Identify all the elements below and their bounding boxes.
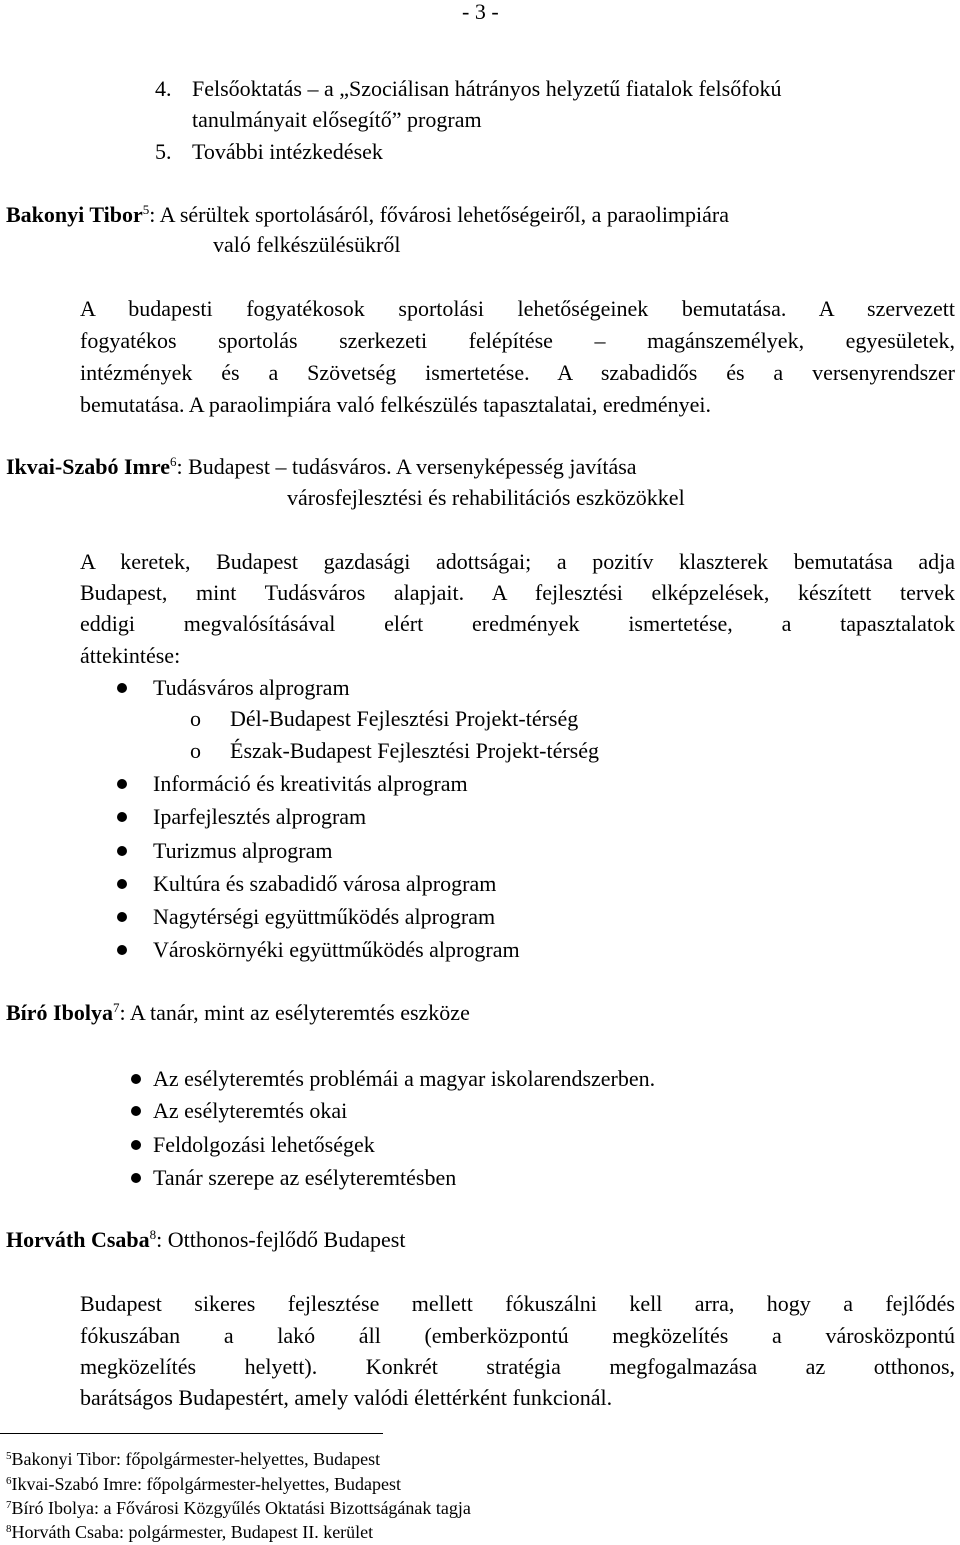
bullet-icon xyxy=(117,779,127,789)
section-heading-biro xyxy=(6,997,470,1028)
list-item-4-number: 4. xyxy=(155,76,172,101)
bullet-icon xyxy=(131,1074,141,1084)
list-item: Feldolgozási lehetőségek xyxy=(153,1132,375,1157)
talk-title-continued: városfejlesztési és rehabilitációs eszközökkel xyxy=(287,485,685,510)
footnote-number: 8 xyxy=(6,1523,12,1535)
paragraph-line: bemutatása. A paraolimpiára való felkészülés tapasztalatai, eredményei. xyxy=(80,392,712,417)
bullet-icon xyxy=(131,1173,141,1183)
paragraph-line: áttekintése: xyxy=(80,643,181,668)
bullet-icon xyxy=(131,1106,141,1116)
list-item: Tanár szerepe az esélyteremtésben xyxy=(153,1165,457,1190)
paragraph-line: megközelítés helyett). Konkrét stratégia megfogalmazása az otthonos, xyxy=(80,1354,955,1379)
talk-title: : A sérültek sportolásáról, fővárosi lehetőségeiről, a paraolimpiára xyxy=(149,202,730,227)
speaker-name: Horváth Csaba xyxy=(6,1227,150,1252)
list-item-4-line2: tanulmányait elősegítő” program xyxy=(192,107,482,132)
sub-list-item: Dél-Budapest Fejlesztési Projekt-térség xyxy=(230,706,579,731)
bullet-icon xyxy=(117,812,127,822)
list-item-4-line1: Felsőoktatás – a „Szociálisan hátrányos helyzetű fiatalok felsőfokú xyxy=(192,76,782,101)
list-item: Információ és kreativitás alprogram xyxy=(153,771,468,796)
footnote-number: 7 xyxy=(6,1499,12,1511)
list-item-5-number: 5. xyxy=(155,139,172,164)
footnote xyxy=(6,1472,401,1496)
list-item: Nagytérségi együttműködés alprogram xyxy=(153,904,496,929)
footnote xyxy=(6,1447,380,1471)
speaker-name: Bíró Ibolya xyxy=(6,1000,113,1025)
list-item: Az esélyteremtés okai xyxy=(153,1098,348,1123)
paragraph-line: intézmények és a Szövetség ismertetése. A szabadidős és a versenyrendszer xyxy=(80,360,955,385)
footnote-text: Ikvai-Szabó Imre: főpolgármester-helyettes, Budapest xyxy=(11,1474,402,1494)
list-item: Turizmus alprogram xyxy=(153,838,333,863)
paragraph-line: fókuszában a lakó áll (emberközpontú megközelítés a városközpontú xyxy=(80,1323,955,1348)
list-item: Városkörnyéki együttműködés alprogram xyxy=(153,937,520,962)
footnote-number: 6 xyxy=(6,1475,12,1487)
paragraph-line: Budapest, mint Tudásváros alapjait. A fejlesztési elképzelések, készített tervek xyxy=(80,580,955,605)
footnote-text: Bakonyi Tibor: főpolgármester-helyettes, Budapest xyxy=(11,1449,381,1469)
list-item: Kultúra és szabadidő városa alprogram xyxy=(153,871,497,896)
list-item: Iparfejlesztés alprogram xyxy=(153,804,367,829)
bullet-icon xyxy=(131,1140,141,1150)
talk-title-continued: való felkészülésükről xyxy=(213,232,401,257)
footnote-text: Horváth Csaba: polgármester, Budapest II. kerület xyxy=(11,1522,374,1542)
paragraph-line: fogyatékos sportolás szerkezeti felépítése – magánszemélyek, egyesületek, xyxy=(80,328,955,353)
bullet-icon xyxy=(117,945,127,955)
sub-list-item: Észak-Budapest Fejlesztési Projekt-térség xyxy=(230,738,600,763)
speaker-name: Bakonyi Tibor xyxy=(6,202,143,227)
talk-title: : A tanár, mint az esélyteremtés eszköze xyxy=(119,1000,470,1025)
talk-title: : Otthonos-fejlődő Budapest xyxy=(156,1227,406,1252)
paragraph-line: A keretek, Budapest gazdasági adottságai; a pozitív klaszterek bemutatása adja xyxy=(80,549,955,574)
bullet-icon xyxy=(117,683,127,693)
section-heading-ikvai xyxy=(6,451,956,482)
bullet-icon xyxy=(117,879,127,889)
footnote-ref: 6 xyxy=(170,454,177,469)
footnote-ref: 5 xyxy=(142,202,150,217)
list-item: Tudásváros alprogram xyxy=(153,675,350,700)
page-number: - 3 - xyxy=(462,0,499,24)
bullet-icon xyxy=(117,912,127,922)
list-item: Az esélyteremtés problémái a magyar iskolarendszerben. xyxy=(153,1066,656,1091)
paragraph-line: barátságos Budapestért, amely valódi élettérként funkcionál. xyxy=(80,1385,613,1410)
paragraph-line: A budapesti fogyatékosok sportolási lehetőségeinek bemutatása. A szervezett xyxy=(80,296,955,321)
list-item-5-text: További intézkedések xyxy=(192,139,383,164)
footnote xyxy=(6,1520,373,1544)
sub-list-marker: o xyxy=(190,706,201,731)
speaker-name: Ikvai-Szabó Imre xyxy=(6,454,170,479)
section-heading-bakonyi xyxy=(6,199,729,230)
paragraph-line: Budapest sikeres fejlesztése mellett fókuszálni kell arra, hogy a fejlődés xyxy=(80,1291,955,1316)
footnote-text: Bíró Ibolya: a Fővárosi Közgyűlés Oktatási Bizottságának tagja xyxy=(11,1498,471,1518)
section-heading-horvath xyxy=(6,1224,405,1255)
sub-list-marker: o xyxy=(190,738,201,763)
footnote xyxy=(6,1496,471,1520)
paragraph-line: eddigi megvalósításával elért eredmények ismertetése, a tapasztalatok xyxy=(80,611,955,636)
footnote-separator xyxy=(0,1433,383,1434)
footnote-number: 5 xyxy=(6,1450,12,1462)
talk-title: : Budapest – tudásváros. A versenyképesség javítása xyxy=(176,454,637,479)
bullet-icon xyxy=(117,846,127,856)
footnote-ref: 8 xyxy=(149,1227,157,1242)
footnote-ref: 7 xyxy=(112,1000,120,1015)
